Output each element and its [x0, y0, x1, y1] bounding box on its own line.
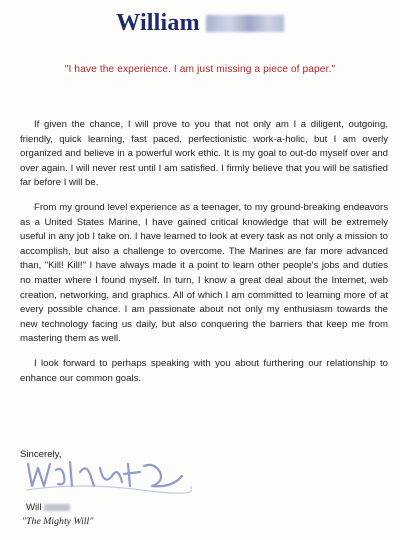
paragraph: If given the chance, I will prove to you that not only am I a diligent, outgoing, friendly, quick learning, fast paced, perfectionistic work-a-holic, but I am overly organized and believe in a powerful work ethic. It is my goal to out-do myself over and over again. I will never rest until I am satisfied. I firmly believe that you will be satisfied far before I will be. — [20, 119, 388, 189]
letter-body — [20, 118, 388, 396]
salutation: Sincerely, — [20, 449, 62, 460]
tagline-quote: "I have the experience. I am just missing a piece of paper." — [64, 64, 336, 75]
handwritten-signature — [22, 456, 192, 496]
header-name: William — [116, 10, 200, 36]
redacted-surname — [206, 15, 284, 32]
closing-first-name: Will — [26, 502, 42, 513]
letter-header — [0, 10, 400, 37]
paragraph: I look forward to perhaps speaking with you about furthering our relationship to enhance our common goals. — [20, 357, 388, 384]
paragraph: From my ground level experience as a teenager, to my ground-breaking endeavors as a United States Marine, I have gained critical knowledge that will be extremely useful in any job I take on. I have learned to look at every task as not only a mission to accomplish, but also a challenge to overcome. The Marines are far more advanced than, "Kill! Kill!" I have always made it a point to learn other people's jobs and duties no matter where I found myself. In turn, I know a great deal about the Internet, web creation, networking, and graphics. All of which I am committed to learning more of at every possible chance. I am passionate about not only my enthusiasm towards the new technology facing us daily, but also conquering the barriers that keep me from mastering them as well. — [20, 201, 388, 345]
closing-name — [26, 502, 70, 513]
closing-nickname: "The Mighty Will" — [22, 516, 94, 527]
redacted-surname — [44, 504, 70, 511]
